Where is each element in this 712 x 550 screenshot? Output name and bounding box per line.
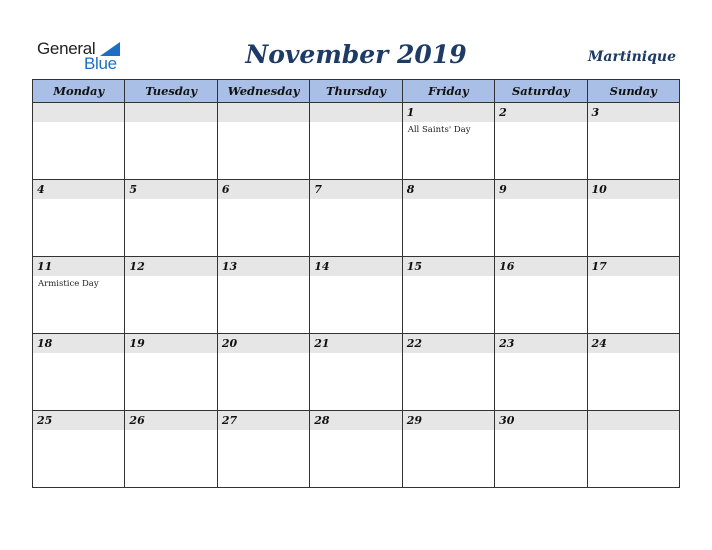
day-cell <box>217 180 309 257</box>
holiday-label: Armistice Day <box>38 279 99 289</box>
day-cell <box>587 103 679 180</box>
day-cell <box>310 334 402 411</box>
day-cell <box>217 411 309 488</box>
holiday-label: All Saints' Day <box>407 125 471 135</box>
day-number: 1 <box>406 106 415 119</box>
day-cell <box>495 411 587 488</box>
day-number: 17 <box>591 260 607 273</box>
day-cell <box>310 411 402 488</box>
day-number: 22 <box>406 337 422 350</box>
day-number: 21 <box>314 337 330 350</box>
day-cell <box>217 257 309 334</box>
day-number: 16 <box>499 260 515 273</box>
day-number: 6 <box>221 183 230 196</box>
day-number-bar <box>403 103 494 122</box>
day-cell <box>495 257 587 334</box>
day-number: 25 <box>37 414 53 427</box>
day-number: 30 <box>499 414 515 427</box>
day-number: 5 <box>129 183 138 196</box>
day-number: 2 <box>499 106 507 119</box>
day-cell <box>217 103 309 180</box>
weekday-header-row <box>33 80 680 103</box>
day-cell <box>310 103 402 180</box>
day-number-bar <box>33 180 124 199</box>
day-number: 10 <box>591 183 607 196</box>
day-number-bar <box>403 180 494 199</box>
weekday-header: Friday <box>402 80 494 103</box>
day-cell <box>402 180 494 257</box>
day-number: 3 <box>591 106 600 119</box>
day-cell <box>587 411 679 488</box>
day-cell <box>125 334 217 411</box>
day-number: 23 <box>499 337 515 350</box>
day-number-bar <box>495 103 586 122</box>
day-number: 29 <box>406 414 422 427</box>
week-row <box>33 334 680 411</box>
day-cell <box>125 411 217 488</box>
day-cell <box>310 180 402 257</box>
logo-general-text: General <box>37 39 96 58</box>
logo-blue-text: Blue <box>84 54 117 73</box>
day-cell <box>125 103 217 180</box>
day-number-bar <box>310 180 401 199</box>
day-cell <box>33 103 125 180</box>
weekday-header: Wednesday <box>217 80 309 103</box>
day-number: 28 <box>314 414 330 427</box>
day-number: 9 <box>499 183 507 196</box>
day-number: 7 <box>314 183 322 196</box>
day-cell <box>495 103 587 180</box>
calendar-grid <box>32 79 680 488</box>
day-cell <box>402 411 494 488</box>
day-number-bar <box>218 180 309 199</box>
day-cell <box>125 257 217 334</box>
day-cell <box>495 334 587 411</box>
day-number-bar <box>33 103 124 122</box>
day-number-bar <box>495 180 586 199</box>
week-row <box>33 411 680 488</box>
day-number: 14 <box>314 260 330 273</box>
weekday-header: Tuesday <box>125 80 217 103</box>
day-cell <box>125 180 217 257</box>
day-cell <box>33 257 125 334</box>
day-cell <box>33 180 125 257</box>
day-number: 19 <box>129 337 145 350</box>
day-cell <box>587 334 679 411</box>
region-label: Martinique <box>587 49 676 65</box>
page-title: November 2019 <box>245 40 467 69</box>
week-row <box>33 257 680 334</box>
day-number-bar <box>125 180 216 199</box>
day-number-bar <box>125 103 216 122</box>
day-number: 24 <box>591 337 607 350</box>
day-number: 15 <box>406 260 422 273</box>
day-cell <box>587 180 679 257</box>
day-number: 12 <box>129 260 145 273</box>
day-cell <box>402 334 494 411</box>
day-number: 11 <box>37 260 53 273</box>
week-row <box>33 180 680 257</box>
day-number: 20 <box>221 337 238 350</box>
weekday-header: Sunday <box>587 80 679 103</box>
day-cell <box>33 411 125 488</box>
day-number: 4 <box>37 183 45 196</box>
weekday-header: Monday <box>33 80 125 103</box>
day-cell <box>310 257 402 334</box>
week-row <box>33 103 680 180</box>
day-cell <box>402 103 494 180</box>
day-number-bar <box>310 103 401 122</box>
day-number-bar <box>218 103 309 122</box>
day-number: 13 <box>221 260 238 273</box>
day-cell <box>402 257 494 334</box>
day-number: 8 <box>406 183 415 196</box>
day-number-bar <box>588 103 679 122</box>
day-cell <box>217 334 309 411</box>
day-number: 18 <box>37 337 53 350</box>
day-number: 26 <box>129 414 145 427</box>
day-number: 27 <box>221 414 238 427</box>
day-cell <box>587 257 679 334</box>
weekday-header: Saturday <box>495 80 587 103</box>
day-cell <box>33 334 125 411</box>
weekday-header: Thursday <box>310 80 402 103</box>
day-number-bar <box>588 411 679 430</box>
day-cell <box>495 180 587 257</box>
